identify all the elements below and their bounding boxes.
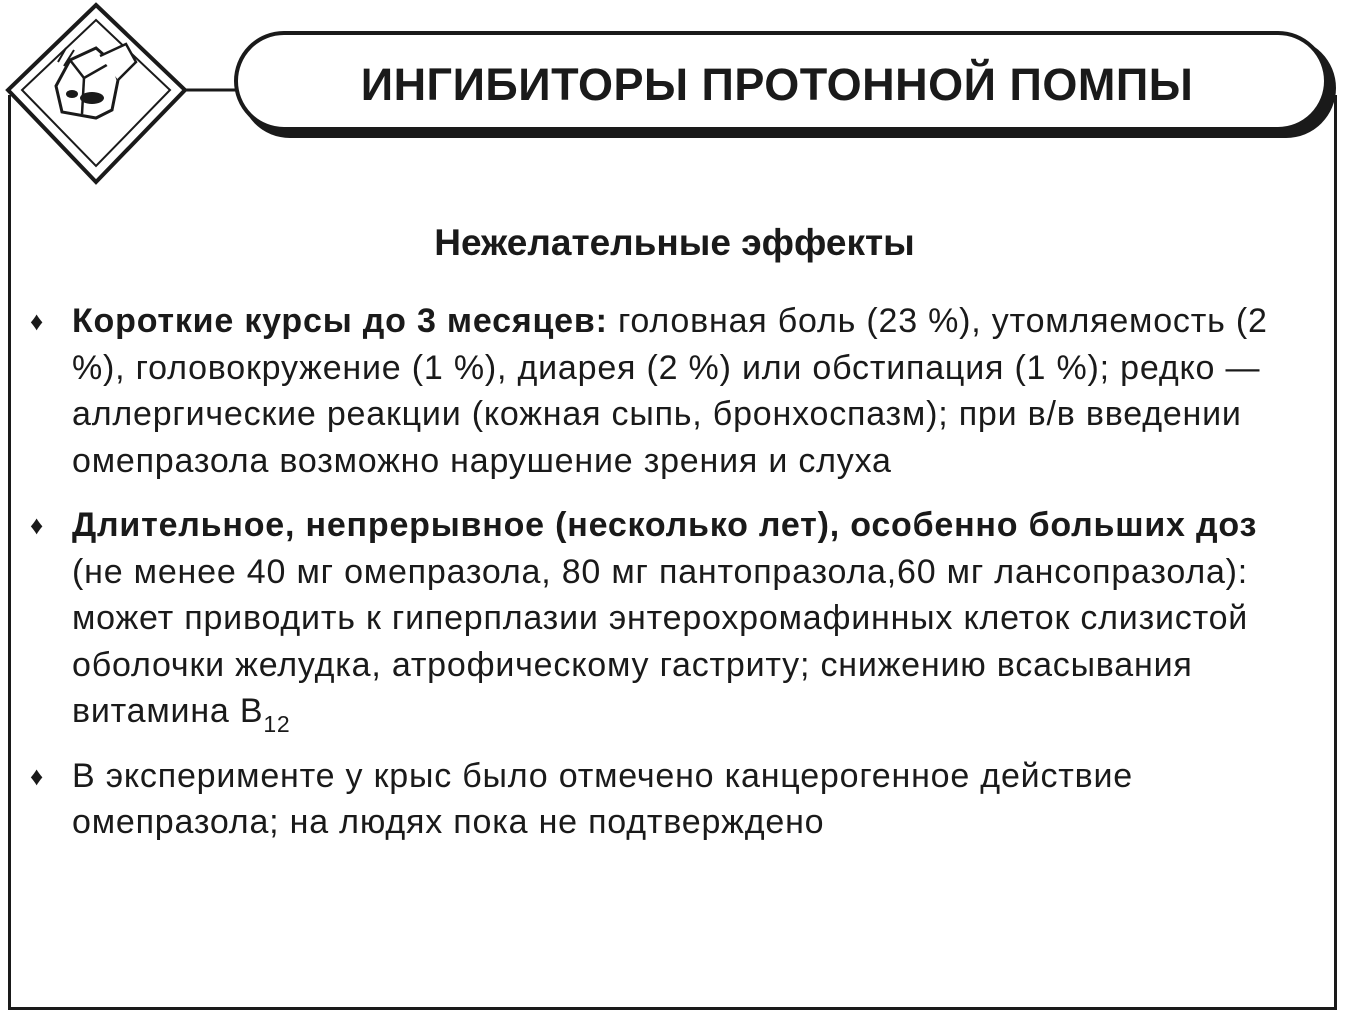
- list-item: [30, 298, 1310, 484]
- page-title: ИНГИБИТОРЫ ПРОТОННОЙ ПОМПЫ: [360, 59, 1194, 110]
- section-title: Нежелательные эффекты: [434, 222, 915, 263]
- effects-list: [30, 298, 1310, 864]
- item-text: (не менее 40 мг омепразола, 80 мг пантопразола,60 мг лансопразола): может приводить к гиперплазии энтерохромафинных клеток слизистой оболочки желудка, атрофическому гастриту; снижению всасывания витамина B: [72, 552, 1249, 730]
- item-text: В эксперименте у крыс было отмечено канцерогенное действие омепразола; на людях пока не подтверждено: [72, 756, 1133, 841]
- item-bold-lead: Длительное, непрерывное (несколько лет), особенно больших доз: [72, 506, 1258, 544]
- bullet-diamond-icon: ♦: [30, 306, 45, 336]
- bullet-diamond-icon: ♦: [30, 510, 45, 540]
- subscript-text: 12: [263, 711, 291, 737]
- list-item: [30, 502, 1310, 735]
- list-item: [30, 753, 1310, 846]
- bullet-diamond-icon: ♦: [30, 760, 45, 791]
- item-text: головная боль (23 %), утомляемость (2 %), головокружение (1 %), диарея (2 %) или обстипация (1 %); редко — аллергические реакции (кожная сыпь, бронхоспазм); при в/в введении омепразола возможно нарушение зрения и слуха: [72, 302, 1268, 480]
- item-bold-lead: Короткие курсы до 3 месяцев:: [72, 302, 608, 340]
